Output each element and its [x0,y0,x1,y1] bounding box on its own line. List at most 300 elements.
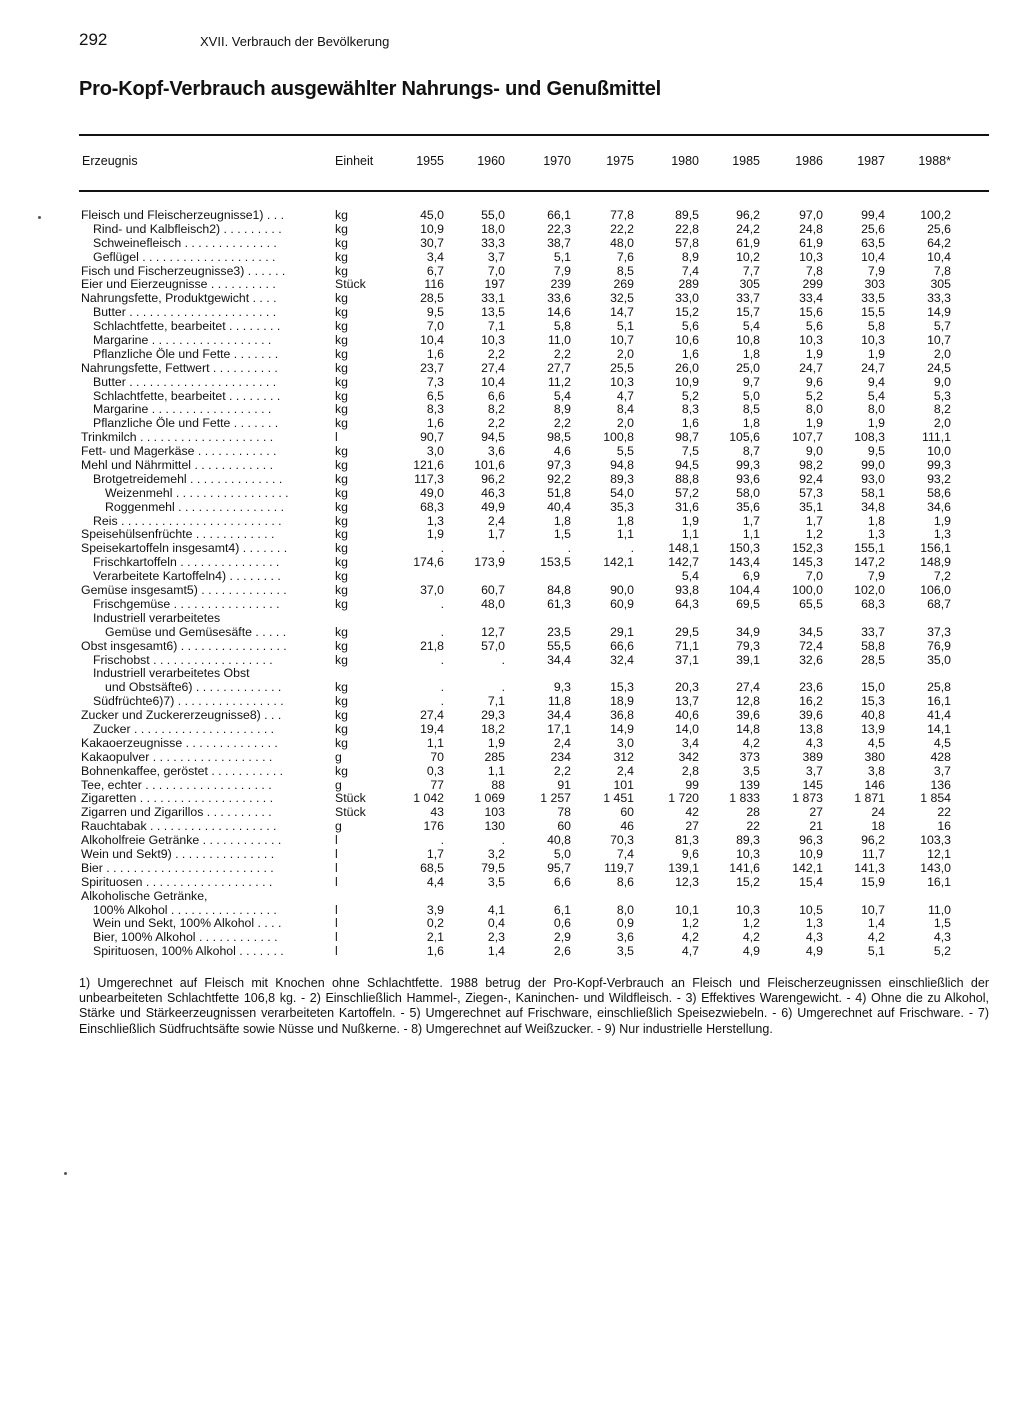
row-value: 5,2 [805,388,823,403]
row-value: . [440,624,444,639]
table-row [79,945,989,959]
row-value: 303 [864,277,885,292]
row-value: 1 871 [854,791,885,806]
row-value: 14,1 [927,721,951,736]
row-value: 39,6 [736,708,760,723]
row-unit: l [335,833,338,848]
row-value: 89,3 [610,471,634,486]
row-label: Gemüse insgesamt5) . . . . . . . . . . . . . [81,583,287,598]
row-value: 1,3 [426,513,444,528]
row-value: 2,2 [553,346,571,361]
row-value: 57,3 [799,485,823,500]
row-unit: Stück [335,791,366,806]
row-value: 45,0 [420,208,444,222]
row-value: 3,0 [426,444,444,459]
margin-mark [64,1172,67,1175]
row-value: 2,4 [616,763,634,778]
table-row [79,626,989,640]
row-unit: l [335,874,338,889]
row-value: 16 [937,819,951,834]
row-value: 1,9 [426,527,444,542]
row-value: 1 042 [413,791,444,806]
row-value: 10,8 [736,333,760,348]
row-unit: kg [335,541,348,556]
row-value: 34,4 [547,708,571,723]
row-value: 34,4 [547,652,571,667]
row-unit: Stück [335,277,366,292]
row-value: 7,4 [616,846,634,861]
table-row [79,237,989,251]
row-value: 68,5 [420,860,444,875]
row-value: 60 [620,805,634,820]
row-value: 95,7 [547,860,571,875]
row-unit: kg [335,402,348,417]
table-row [79,459,989,473]
row-value: 17,1 [547,721,571,736]
row-value: 84,8 [547,583,571,598]
row-value: 3,6 [616,930,634,945]
row-label: Zucker . . . . . . . . . . . . . . . . . . . . . [93,721,275,736]
row-value: 142,7 [668,555,699,570]
row-value: 22,3 [547,221,571,236]
row-label: Südfrüchte6)7) . . . . . . . . . . . . . . . . [93,694,284,709]
row-unit: kg [335,346,348,361]
row-value: . [440,680,444,695]
row-unit: kg [335,513,348,528]
row-value: 1,7 [487,527,505,542]
row-value: 1 451 [603,791,634,806]
row-value: 4,9 [742,944,760,959]
row-value: 9,5 [867,444,885,459]
row-value: 2,1 [426,930,444,945]
row-value: 27,7 [547,360,571,375]
row-label: Schlachtfette, bearbeitet . . . . . . . . [93,388,281,403]
table-row [79,695,989,709]
row-value: 16,1 [927,694,951,709]
row-value: 42 [685,805,699,820]
row-value: 1,9 [867,416,885,431]
row-value: 49,0 [420,485,444,500]
row-label: Pflanzliche Öle und Fette . . . . . . . [93,416,279,431]
row-unit: g [335,777,342,792]
row-value: 1 833 [729,791,760,806]
row-unit: kg [335,388,348,403]
row-unit: g [335,819,342,834]
table-row [79,501,989,515]
row-value: 68,7 [927,596,951,611]
row-value: 142,1 [792,860,823,875]
row-value: 40,4 [547,499,571,514]
row-value: 10,4 [420,333,444,348]
row-unit: kg [335,708,348,723]
row-unit: l [335,902,338,917]
row-value: 173,9 [474,555,505,570]
row-value: 33,4 [799,291,823,306]
row-value: 5,8 [867,319,885,334]
row-label: Rind- und Kalbfleisch2) . . . . . . . . . [93,221,282,236]
row-value: 105,6 [729,430,760,445]
row-label: Obst insgesamt6) . . . . . . . . . . . . . . . . [81,638,287,653]
row-unit: l [335,930,338,945]
row-value: 14,9 [610,721,634,736]
row-value: . [630,541,634,556]
row-value: 22,2 [610,221,634,236]
row-label: Roggenmehl . . . . . . . . . . . . . . . . [105,499,285,514]
row-value: 29,5 [675,624,699,639]
row-value: 7,1 [487,319,505,334]
row-unit: kg [335,555,348,570]
row-value: 3,0 [616,735,634,750]
row-unit: kg [335,694,348,709]
row-value: 11,0 [547,333,571,348]
row-value: 0,4 [487,916,505,931]
table-row [79,709,989,723]
row-value: 60,9 [610,596,634,611]
row-value: 1,3 [805,916,823,931]
row-value: 10,3 [799,249,823,264]
row-value: 9,6 [805,374,823,389]
row-value: 2,2 [487,416,505,431]
row-value: 43 [430,805,444,820]
table-row [79,209,989,223]
row-value: 79,5 [481,860,505,875]
row-value: . [567,541,571,556]
row-value: 1,5 [933,916,951,931]
row-value: 18,9 [610,694,634,709]
row-value: 15,6 [799,305,823,320]
row-value: 101,6 [474,458,505,473]
row-value: 116 [424,277,444,292]
row-value: 55,5 [547,638,571,653]
row-value: 13,7 [675,694,699,709]
row-value: 155,1 [854,541,885,556]
row-value: 32,6 [799,652,823,667]
row-label: Spirituosen, 100% Alkohol . . . . . . . [93,944,284,959]
row-unit: l [335,916,338,931]
row-value: 4,3 [933,930,951,945]
row-label: Pflanzliche Öle und Fette . . . . . . . [93,346,279,361]
row-value: 1,1 [487,763,505,778]
row-value: 77 [430,777,444,792]
row-unit: kg [335,763,348,778]
row-value: 88 [491,777,505,792]
row-value: 99 [685,777,699,792]
row-value: 2,6 [553,944,571,959]
row-label: Fett- und Magerkäse . . . . . . . . . . . . [81,444,277,459]
row-value: 25,0 [736,360,760,375]
row-value: 97,0 [799,208,823,222]
row-value: 5,5 [616,444,634,459]
row-value: 16,2 [799,694,823,709]
row-value: 21,8 [420,638,444,653]
row-value: 3,5 [616,944,634,959]
row-value: 147,2 [854,555,885,570]
row-value: 103,3 [920,833,951,848]
row-value: 3,7 [805,763,823,778]
row-unit: kg [335,735,348,750]
row-value: 5,6 [805,319,823,334]
row-value: 4,2 [867,930,885,945]
row-label: Schweinefleisch . . . . . . . . . . . . . . [93,235,277,250]
row-value: 3,7 [933,763,951,778]
row-value: 97,3 [547,458,571,473]
row-value: 9,4 [867,374,885,389]
row-unit: l [335,430,338,445]
header-year: 1988* [918,154,951,168]
row-unit: kg [335,360,348,375]
row-value: 139,1 [668,860,699,875]
row-value: 34,5 [799,624,823,639]
row-value: 1,8 [553,513,571,528]
row-value: 1,3 [933,527,951,542]
row-value: 1 854 [920,791,951,806]
row-unit: kg [335,444,348,459]
row-value: 4,2 [681,930,699,945]
row-value: 55,0 [481,208,505,222]
row-value: 3,4 [681,735,699,750]
header-year: 1955 [416,154,444,168]
row-value: 1,2 [742,916,760,931]
table-top-rule [79,134,989,136]
row-label: Kakaopulver . . . . . . . . . . . . . . . . . . [81,749,273,764]
table-row [79,542,989,556]
row-value: 176 [423,819,444,834]
row-value: 7,7 [742,263,760,278]
row-value: 380 [864,749,885,764]
row-value: 0,2 [426,916,444,931]
row-value: 239 [550,277,571,292]
row-value: 103 [484,805,505,820]
row-value: 35,1 [799,499,823,514]
row-value: 10,2 [736,249,760,264]
row-label: Kakaoerzeugnisse . . . . . . . . . . . . . . [81,735,278,750]
row-value: 6,9 [742,569,760,584]
row-value: 312 [613,749,634,764]
row-value: 32,4 [610,652,634,667]
row-value: 101 [613,777,634,792]
row-value: 1,1 [742,527,760,542]
row-value: 61,9 [736,235,760,250]
row-value: 7,0 [805,569,823,584]
row-value: 33,7 [861,624,885,639]
row-value: 11,0 [927,902,951,917]
row-value: 7,8 [805,263,823,278]
row-value: 58,0 [736,485,760,500]
row-value: 96,2 [481,471,505,486]
row-value: 8,3 [426,402,444,417]
row-value: 96,3 [799,833,823,848]
row-value: 7,9 [867,569,885,584]
row-value: 2,2 [487,346,505,361]
row-value: 22,8 [675,221,699,236]
row-value: 8,7 [742,444,760,459]
row-value: 27,4 [420,708,444,723]
row-value: 39,1 [736,652,760,667]
row-value: 90,0 [610,583,634,598]
row-value: 148,1 [668,541,699,556]
row-unit: Stück [335,805,366,820]
row-value: 1 873 [792,791,823,806]
row-value: 27,4 [481,360,505,375]
row-value: 94,5 [675,458,699,473]
row-value: 58,1 [861,485,885,500]
table-row [79,917,989,931]
row-value: 8,0 [867,402,885,417]
row-value: 7,0 [487,263,505,278]
row-value: 1,4 [867,916,885,931]
row-value: 15,0 [861,680,885,695]
row-value: 2,0 [616,346,634,361]
row-value: 57,2 [675,485,699,500]
row-value: 58,8 [861,638,885,653]
row-value: 156,1 [920,541,951,556]
row-unit: kg [335,638,348,653]
row-value: 2,9 [553,930,571,945]
row-value: 143,4 [729,555,760,570]
row-value: 7,8 [933,263,951,278]
row-value: 10,6 [675,333,699,348]
row-label: Brotgetreidemehl . . . . . . . . . . . . . . [93,471,283,486]
row-value: 12,1 [927,846,951,861]
row-value: 143,0 [920,860,951,875]
table-row [79,723,989,737]
row-value: 1 069 [474,791,505,806]
row-label: Fisch und Fischerzeugnisse3) . . . . . . [81,263,286,278]
row-value: 34,6 [927,499,951,514]
row-value: 26,0 [675,360,699,375]
row-label: Zucker und Zuckererzeugnisse8) . . . [81,708,282,723]
row-value: 7,5 [681,444,699,459]
row-label: Alkoholische Getränke, [81,888,208,903]
table-row [79,320,989,334]
table-row [79,473,989,487]
row-value: 1 257 [540,791,571,806]
row-value: 6,7 [426,263,444,278]
row-value: . [440,694,444,709]
row-value: 1,6 [681,346,699,361]
row-value: 89,3 [736,833,760,848]
row-value: 1,2 [681,916,699,931]
row-value: 6,1 [553,902,571,917]
row-unit: kg [335,596,348,611]
row-value: 94,5 [481,430,505,445]
row-value: 5,2 [933,944,951,959]
table-header-rule [79,190,989,192]
row-value: 146 [864,777,885,792]
row-unit: kg [335,721,348,736]
row-value: 15,7 [736,305,760,320]
row-value: 51,8 [547,485,571,500]
table-row [79,890,989,904]
table-row [79,862,989,876]
row-value: 39,6 [799,708,823,723]
row-value: 9,7 [742,374,760,389]
row-value: 61,9 [799,235,823,250]
row-label: Speisehülsenfrüchte . . . . . . . . . . . . [81,527,275,542]
table-row [79,640,989,654]
row-value: 100,0 [792,583,823,598]
table-row [79,487,989,501]
row-value: 92,4 [799,471,823,486]
table-row [79,570,989,584]
row-value: 34,9 [736,624,760,639]
row-value: 15,2 [675,305,699,320]
row-value: . [501,652,505,667]
row-value: 119,7 [604,860,634,875]
row-value: 1,6 [426,944,444,959]
row-value: 12,8 [736,694,760,709]
table-row [79,779,989,793]
header-year: 1960 [477,154,505,168]
row-value: 5,6 [681,319,699,334]
row-unit: kg [335,471,348,486]
table-row [79,737,989,751]
row-value: 35,6 [736,499,760,514]
row-value: 24,2 [736,221,760,236]
row-value: 10,1 [675,902,699,917]
row-value: 130 [484,819,505,834]
row-value: 22 [746,819,760,834]
row-value: 64,2 [927,235,951,250]
row-value: 3,6 [487,444,505,459]
row-value: 15,2 [736,874,760,889]
row-value: 1,9 [867,346,885,361]
row-value: 8,2 [487,402,505,417]
table-row [79,390,989,404]
row-value: 33,1 [481,291,505,306]
row-value: 36,8 [610,708,634,723]
row-value: 1,8 [742,346,760,361]
row-value: 102,0 [854,583,885,598]
row-value: 7,4 [681,263,699,278]
row-label: Weizenmehl . . . . . . . . . . . . . . . . . [105,485,289,500]
row-value: 3,5 [487,874,505,889]
row-value: 60 [557,819,571,834]
row-value: 5,1 [616,319,634,334]
row-value: 11,2 [547,374,571,389]
row-value: 28,5 [420,291,444,306]
row-value: 2,0 [933,416,951,431]
row-value: 25,5 [610,360,634,375]
row-value: 148,9 [920,555,951,570]
row-unit: kg [335,305,348,320]
row-value: 152,3 [792,541,823,556]
row-label: Schlachtfette, bearbeitet . . . . . . . . [93,319,281,334]
row-value: 9,0 [805,444,823,459]
row-value: . [440,833,444,848]
row-value: 14,6 [547,305,571,320]
row-value: 106,0 [920,583,951,598]
row-label: Margarine . . . . . . . . . . . . . . . . . . [93,402,272,417]
row-value: 141,6 [729,860,760,875]
row-value: 14,7 [610,305,634,320]
row-value: 8,2 [933,402,951,417]
row-value: 90,7 [420,430,444,445]
row-value: 65,5 [799,596,823,611]
row-value: 20,3 [675,680,699,695]
row-value: . [501,833,505,848]
table-row [79,334,989,348]
row-value: 104,4 [729,583,760,598]
row-value: 1,2 [805,527,823,542]
row-label: Geflügel . . . . . . . . . . . . . . . . . . . . [93,249,276,264]
row-value: 153,5 [540,555,571,570]
row-value: 93,2 [927,471,951,486]
row-value: 19,4 [420,721,444,736]
row-value: 29,1 [610,624,634,639]
row-value: 23,6 [799,680,823,695]
table-row [79,348,989,362]
